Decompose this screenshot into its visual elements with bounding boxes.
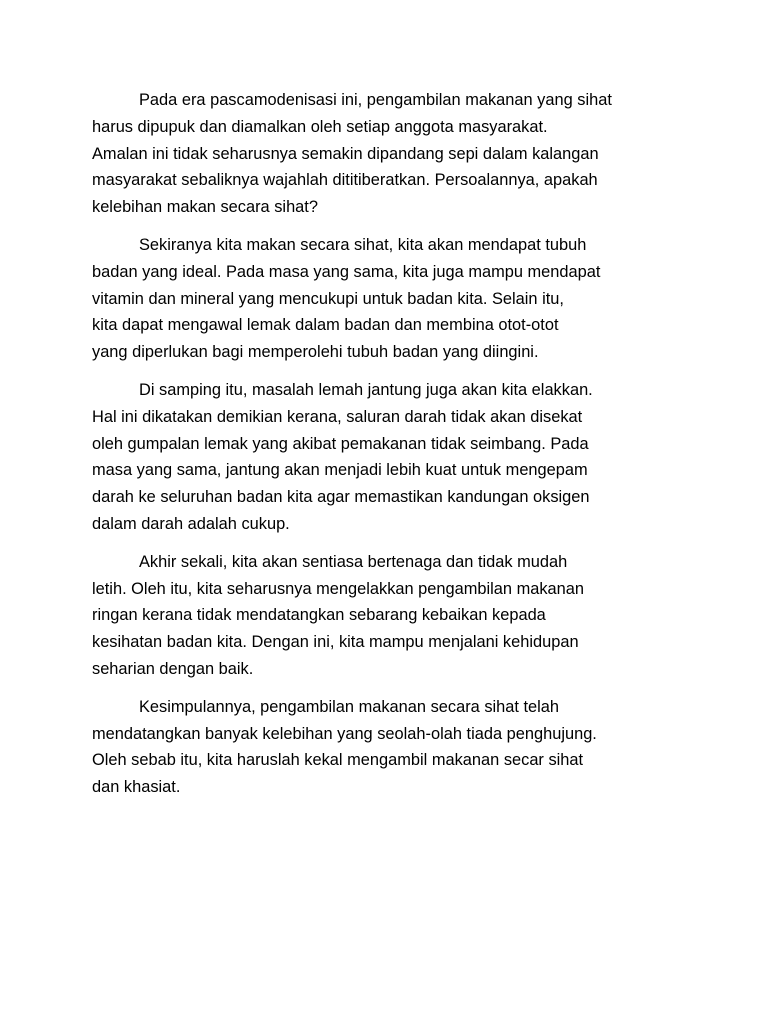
paragraph-line: Sekiranya kita makan secara sihat, kita akan mendapat tubuh xyxy=(139,235,587,254)
paragraph-point-2 xyxy=(92,377,678,538)
paragraph-line: kita dapat mengawal lemak dalam badan dan membina otot-otot xyxy=(92,316,559,335)
paragraph-line: Di samping itu, masalah lemah jantung juga akan kita elakkan. xyxy=(139,380,593,399)
paragraph-line: masa yang sama, jantung akan menjadi lebih kuat untuk mengepam xyxy=(92,461,588,480)
paragraph-conclusion xyxy=(92,694,678,801)
paragraph-line: Pada era pascamodenisasi ini, pengambilan makanan yang sihat xyxy=(139,91,612,109)
paragraph-line: darah ke seluruhan badan kita agar memastikan kandungan oksigen xyxy=(92,488,590,507)
paragraph-line: seharian dengan baik. xyxy=(92,659,254,678)
paragraph-intro xyxy=(92,87,678,221)
paragraph-line: dalam darah adalah cukup. xyxy=(92,514,290,533)
paragraph-line: Kesimpulannya, pengambilan makanan secara sihat telah xyxy=(139,697,560,716)
paragraph-point-3 xyxy=(92,549,678,683)
paragraph-line: kesihatan badan kita. Dengan ini, kita mampu menjalani kehidupan xyxy=(92,633,579,652)
paragraph-line: letih. Oleh itu, kita seharusnya mengelakkan pengambilan makanan xyxy=(92,579,585,598)
paragraph-line: masyarakat sebaliknya wajahlah dititiberatkan. Persoalannya, apakah xyxy=(92,171,598,190)
paragraph-line: mendatangkan banyak kelebihan yang seolah-olah tiada penghujung. xyxy=(92,724,597,743)
paragraph-line: oleh gumpalan lemak yang akibat pemakanan tidak seimbang. Pada xyxy=(92,434,589,453)
paragraph-line: kelebihan makan secara sihat? xyxy=(92,198,318,217)
paragraph-line: ringan kerana tidak mendatangkan sebarang kebaikan kepada xyxy=(92,606,546,625)
paragraph-line: Oleh sebab itu, kita haruslah kekal mengambil makanan secar sihat xyxy=(92,751,584,770)
paragraph-line: Hal ini dikatakan demikian kerana, saluran darah tidak akan disekat xyxy=(92,407,583,426)
paragraph-line: harus dipupuk dan diamalkan oleh setiap anggota masyarakat. xyxy=(92,117,548,136)
paragraph-line: dan khasiat. xyxy=(92,778,181,797)
paragraph-line: badan yang ideal. Pada masa yang sama, kita juga mampu mendapat xyxy=(92,262,601,281)
paragraph-line: Amalan ini tidak seharusnya semakin dipandang sepi dalam kalangan xyxy=(92,144,599,163)
paragraph-line: vitamin dan mineral yang mencukupi untuk badan kita. Selain itu, xyxy=(92,289,564,308)
paragraph-point-1 xyxy=(92,232,678,366)
paragraph-line: yang diperlukan bagi memperolehi tubuh badan yang diingini. xyxy=(92,343,539,362)
paragraph-line: Akhir sekali, kita akan sentiasa bertenaga dan tidak mudah xyxy=(139,552,568,571)
